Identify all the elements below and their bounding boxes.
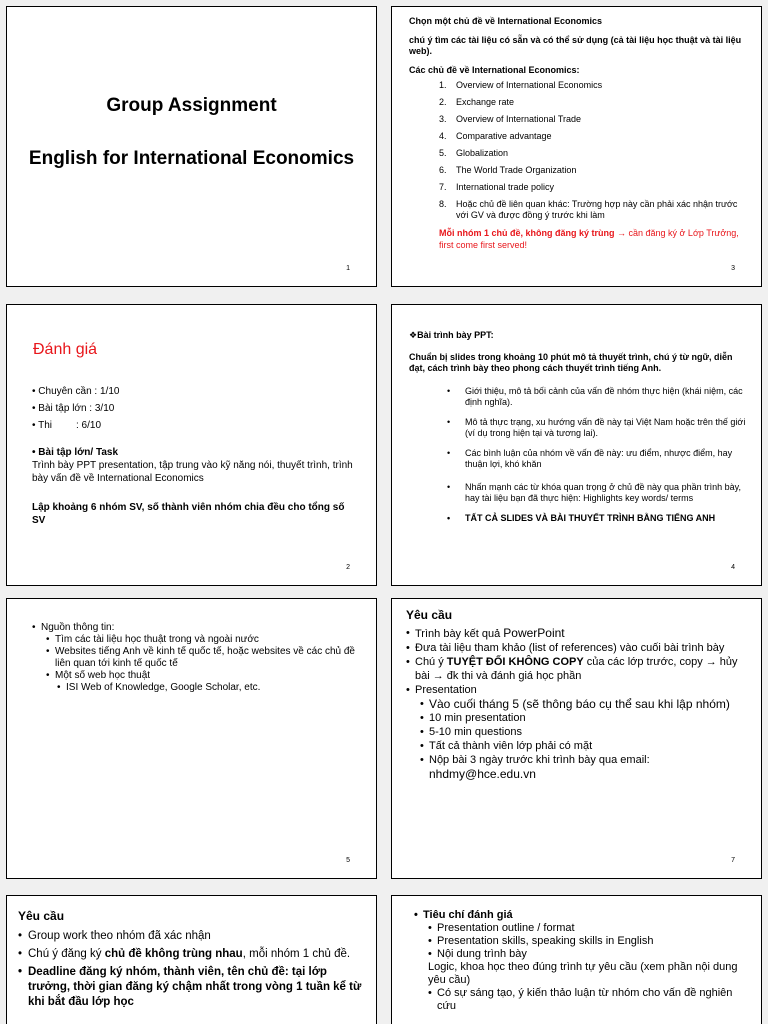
group-requirement-list: [18, 929, 362, 1010]
page-number: 1: [346, 265, 350, 272]
list-item: • TẤT CẢ SLIDES VÀ BÀI THUYẾT TRÌNH BẰNG TIẾNG ANH: [447, 513, 716, 523]
page-number: 4: [731, 564, 735, 571]
requirement-list: [406, 626, 747, 782]
list-item: 6. The World Trade Organization: [439, 165, 577, 175]
topic-note: Mỗi nhóm 1 chủ đề, không đăng ký trùng → cần đăng ký ở Lớp Trưởng, first come first served!: [439, 228, 739, 250]
list-item: • Tiêu chí đánh giá: [414, 909, 513, 921]
list-item: • Chú ý đăng ký chủ đề không trùng nhau, mỗi nhóm 1 chủ đề.: [18, 948, 351, 960]
page-number: 7: [731, 857, 735, 864]
list-item: • Tất cả thành viên lớp phải có mặt: [420, 740, 593, 752]
list-item: 8. Hoặc chủ đề liên quan khác: Trường hợp này cần phải xác nhận trước với GV và được đồng ý trước khi làm: [439, 199, 738, 220]
logic-text: Logic, khoa học theo đúng trình tự yêu cầu (xem phần nội dung yêu cầu): [428, 961, 738, 986]
list-item: • Nguồn thông tin:: [32, 622, 115, 633]
slide-4: [391, 304, 762, 586]
list-item: 2. Exchange rate: [439, 97, 515, 107]
list-item: • Nộp bài 3 ngày trước khi trình bày qua email: nhdmy@hce.edu.vn: [420, 754, 650, 781]
task-text: Trình bày PPT presentation, tập trung vào kỹ năng nói, thuyết trình, trình bày vấn đề về International Economics: [32, 460, 353, 484]
list-item: • Deadline đăng ký nhóm, thành viên, tên chủ đề: tại lớp trưởng, thời gian đăng ký chậm nhất trong vòng 1 tuần kể từ khi bắt đầu lớp học: [18, 966, 362, 1008]
list-item: • Group work theo nhóm đã xác nhận: [18, 930, 211, 942]
list-item: • Nhấn mạnh các từ khóa quan trọng ở chủ đề này qua phần trình bày, hay tài liệu bạn đã thực hiện: Highlights key words/ terms: [447, 482, 741, 503]
list-item: • Presentation skills, speaking skills in English: [428, 935, 654, 947]
group-text: Lập khoảng 6 nhóm SV, số thành viên nhóm chia đều cho tổng số SV: [32, 502, 345, 526]
slide-1-subtitle: English for International Economics: [28, 148, 355, 169]
slide-4-intro: Chuẩn bị slides trong khoảng 10 phút mô tả thuyết trình, chú ý từ ngữ, diễn đạt, cách trình bày theo phong cách thuyết trình tiếng Anh.: [409, 352, 733, 373]
email-address: nhdmy@hce.edu.vn: [429, 767, 536, 781]
list-item: • Thi : 6/10: [32, 420, 102, 431]
slide-5: [6, 598, 377, 879]
list-item: • Bài tập lớn : 3/10: [32, 403, 115, 414]
slide-1-title: Group Assignment: [106, 95, 277, 116]
slide-8-title: Yêu cầu: [18, 909, 65, 923]
list-item: • Chuyên cần : 1/10: [32, 386, 120, 397]
list-item: • 5-10 min questions: [420, 726, 522, 738]
list-item: • Nội dung trình bày: [428, 948, 527, 960]
criteria-list: [414, 909, 747, 961]
list-item: • Mô tả thực trạng, xu hướng vấn đề này tại Việt Nam hoặc trên thế giới (ví dụ trong hiện tại và tương lai).: [447, 417, 746, 438]
list-item: • Các bình luận của nhóm về vấn đề này: ưu điểm, nhược điểm, hay thuận lợi, khó khăn: [447, 448, 733, 469]
list-item: • Presentation: [406, 684, 477, 696]
list-item: • Một số web học thuật: [46, 670, 151, 681]
slide-3-heading: Các chủ đề về International Economics:: [409, 65, 580, 75]
task-heading: • Bài tập lớn/ Task: [32, 447, 119, 458]
slide-2: [6, 304, 377, 586]
page-number: 3: [731, 265, 735, 272]
list-item: 7. International trade policy: [439, 182, 555, 192]
list-item: • Đưa tài liệu tham khảo (list of references) vào cuối bài trình bày: [406, 642, 725, 654]
slide-7-title: Yêu cầu: [406, 608, 453, 622]
source-list: [32, 622, 358, 694]
slide-3-line2: chú ý tìm các tài liệu có sẵn và có thể sử dụng (cả tài liệu học thuật và tài liệu web).: [409, 35, 742, 56]
slide-1: [6, 6, 377, 287]
slide-4-heading: ❖Bài trình bày PPT:: [409, 330, 494, 340]
slide-3-line1: Chọn một chủ đề về International Economics: [409, 16, 603, 26]
topic-list: [439, 80, 747, 221]
list-item: • Có sự sáng tạo, ý kiến thảo luận từ nhóm cho vấn đề nghiên cứu: [428, 987, 733, 1012]
list-item: • 10 min presentation: [420, 712, 526, 724]
page-number: 2: [346, 564, 350, 571]
list-item: • ISI Web of Knowledge, Google Scholar, etc.: [57, 682, 261, 693]
list-item: 4. Comparative advantage: [439, 131, 552, 141]
list-item: • Giới thiệu, mô tả bối cảnh của vấn đề nhóm thực hiện (khái niệm, các định nghĩa).: [447, 386, 743, 407]
list-item: • Trình bày kết quả PowerPoint: [406, 626, 565, 640]
list-item: • Presentation outline / format: [428, 922, 575, 934]
slide-2-heading: Đánh giá: [33, 341, 98, 358]
list-item: • Chú ý TUYỆT ĐỐI KHÔNG COPY của các lớp trước, copy → hủy bài → đk thi và đánh giá học phần: [406, 656, 738, 682]
list-item: • Vào cuối tháng 5 (sẽ thông báo cụ thể sau khi lập nhóm): [420, 697, 730, 711]
list-item: 3. Overview of International Trade: [439, 114, 582, 124]
list-item: 1. Overview of International Economics: [439, 80, 603, 90]
list-item: • Websites tiếng Anh về kinh tế quốc tế, hoặc websites về các chủ đề liên quan tới kinh tế quốc tế: [46, 646, 355, 669]
slide-7: [391, 598, 762, 879]
list-item: • Tìm các tài liệu học thuật trong và ngoài nước: [46, 634, 259, 645]
grade-list: [32, 385, 356, 432]
page-number: 5: [346, 857, 350, 864]
list-item: 5. Globalization: [439, 148, 509, 158]
slide-8: [6, 895, 377, 1024]
slide-3: [391, 6, 762, 287]
slide-9: [391, 895, 762, 1024]
ppt-bullets: [409, 386, 747, 524]
